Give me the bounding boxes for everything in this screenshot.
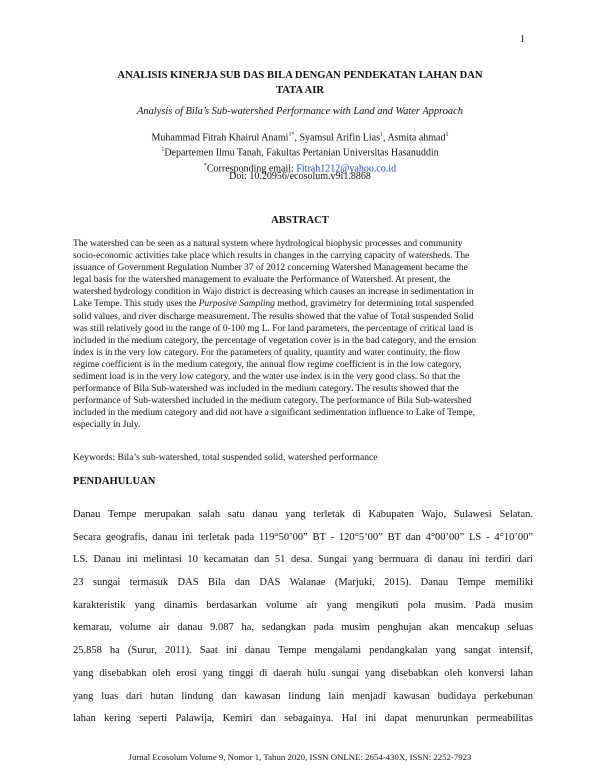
abstract-line: legal basis for the watershed management to evaluate the Performance of Watershed. At present, the (73, 275, 451, 286)
author-1: Muhammad Fitrah Khairul Anami (151, 132, 289, 144)
author-list (60, 129, 540, 144)
title-line-1: ANALISIS KINERJA SUB DAS BILA DENGAN PENDEKATAN LAHAN DAN (117, 70, 483, 81)
abstract-line: issuance of Government Regulation Number 37 of 2012 concerning Watershed Management became the (73, 263, 468, 274)
abstract-line-start: Lake Tempe. This study uses the (73, 299, 199, 310)
body-line: Secara geografis, danau ini terletak pada 119°50’00” BT - 120°5’00” BT dan 4°00’00” LS - 4°10’00” (73, 531, 533, 543)
abstract-line-end: The results showed that the (353, 384, 459, 395)
abstract-heading: ABSTRACT (271, 215, 329, 226)
page-number: 1 (520, 34, 525, 45)
body-line: 25.858 ha (Surur, 2011). Saat ini danau Tempe mengalami pendangkalan yang sangat intensif, (73, 645, 533, 657)
paper-subtitle: Analysis of Bila’s Sub-watershed Performance with Land and Water Approach (137, 106, 463, 117)
author-3-sup: 1 (445, 132, 449, 138)
title-line-2: TATA AIR (276, 85, 324, 96)
section-body (73, 504, 533, 731)
abstract-line: The watershed can be seen as a natural system where hydrological biophysic processes and community (73, 239, 463, 249)
author-3: , Asmita ahmad (383, 132, 446, 144)
body-line: yang disebabkan oleh erosi yang tinggi di daerah hulu sungai yang disebabkan oleh konversi lahan (73, 667, 533, 679)
author-block (60, 129, 540, 175)
abstract-line: included in the medium category and did not have a significant sedimentation influence to Lake of Tempe, (73, 408, 475, 419)
body-line: kemarau, volume air danau 9.087 ha, sedangkan pada musim penghujan akan mencakup seluas (73, 622, 533, 634)
abstract-bold-period: . (351, 384, 354, 395)
abstract-line-end: method, gravimetry for determining total suspended (274, 299, 474, 310)
abstract-line: included in the medium category, the percentage of vegetation cover is in the bad category, and the erosion (73, 335, 477, 346)
body-line: 23 sungai termasuk DAS Bila dan DAS Walanae (Marjuki, 2015). Danau Tempe memiliki (73, 577, 533, 589)
abstract-line: solid values, and river discharge measurement. The results showed that the value of Total suspended Solid (73, 311, 474, 322)
paper-title (70, 68, 530, 98)
corresponding-label: Corresponding email: (206, 162, 297, 174)
author-2-sup: 1 (380, 132, 383, 138)
keywords: Keywords: Bila’s sub-watershed, total suspended solid, watershed performance (73, 452, 378, 463)
body-line: karakteristik yang dinamis berdasarkan volume air yang mengikuti pola musim. Pada musim (73, 599, 533, 611)
doi: Doi: 10.20956/ecosolum.v9i1.8868 (229, 171, 371, 182)
abstract-line: sediment load is in the very low category, and the water use index is in the very good class. So that the (73, 372, 461, 383)
abstract-line: performance of Sub-watershed included in the medium category. The performance of Bila Sub-watershed (73, 396, 472, 407)
abstract-body (73, 238, 527, 432)
journal-footer: Jurnal Ecosolum Volume 9, Nomor 1, Tahun 2020, ISSN ONLNE: 2654-430X, ISSN: 2252-7923 (128, 752, 472, 762)
body-line: lahan kering seperti Palawija, Kemiri dan sebagainya. Hal ini dapat menurunkan permeabilitas (73, 713, 533, 725)
abstract-line: especially in July. (73, 420, 141, 431)
abstract-line: watershed hydrology condition in Wajo district is decreasing which causes an increase in sedimentation in (73, 287, 474, 298)
author-2: , Syamsul Arifin Lias (294, 132, 380, 144)
abstract-line: regime coefficient is in the medium category, the annual flow regime coefficient is in the low category, (73, 359, 462, 370)
abstract-line-start: performance of Bila Sub-watershed was included in the medium category (73, 384, 352, 395)
email-link[interactable]: Fitrah1212@yahoo.co.id (296, 162, 397, 174)
corresponding-sup: * (203, 162, 207, 169)
abstract-italic-term: Purposive Sampling (198, 299, 275, 310)
abstract-line (73, 298, 527, 310)
affiliation (60, 144, 540, 159)
abstract-line (73, 383, 527, 395)
abstract-line: index is in the very low category. For the parameters of quality, quantity and water continuity, the flow (73, 347, 461, 358)
body-line: LS. Danau ini melintasi 10 kecamatan dan 51 desa. Sungai yang bermuara di danau ini terdiri dari (73, 554, 533, 566)
section-heading: PENDAHULUAN (73, 476, 156, 487)
author-1-sup: 1* (288, 132, 295, 138)
affiliation-text: Departemen Ilmu Tanah, Fakultas Pertanian Universitas Hasanuddin (164, 147, 439, 159)
abstract-line: was still relatively good in the range of 0-100 mg L. For land parameters, the percentage of critical land is (73, 323, 474, 334)
abstract-line: socio-economic activities take place which results in changes in the carrying capacity of watersheds. The (73, 251, 470, 262)
body-line: yang luas dari hutan lindung dan kawasan lindung lain menjadi kawasan budidaya perkebunan (73, 690, 533, 702)
body-line: Danau Tempe merupakan salah satu danau yang terletak di Kabupaten Wajo, Sulawesi Selatan. (73, 509, 533, 520)
affiliation-sup: 1 (161, 147, 165, 154)
